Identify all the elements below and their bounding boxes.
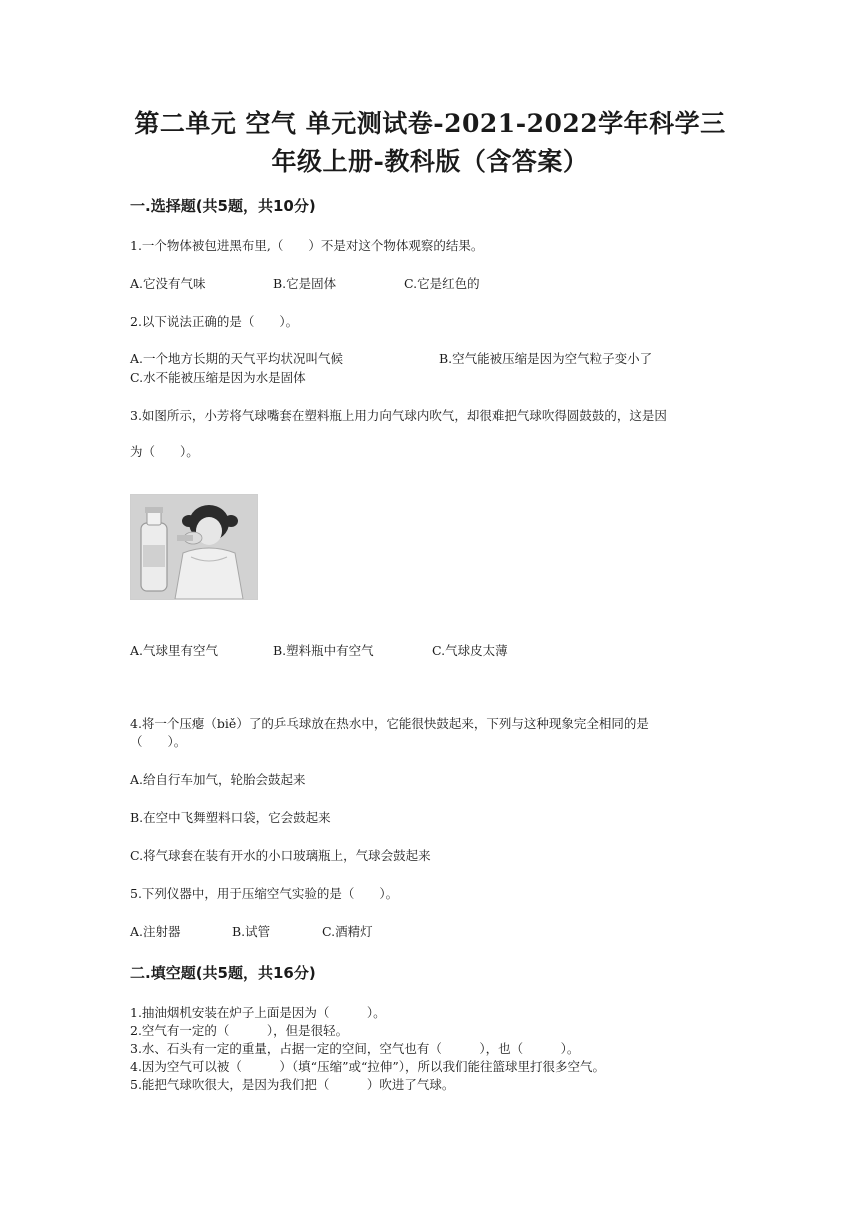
q4-option-a: A.给自行车加气，轮胎会鼓起来 [130,772,306,787]
q3-stem-line1: 3.如图所示，小芳将气球嘴套在塑料瓶上用力向气球内吹气，却很难把气球吹得圆鼓鼓的，这是因 [130,408,667,423]
q4-stem-line2: （ ）。 [130,734,187,749]
q2-option-c: C.水不能被压缩是因为水是固体 [130,370,306,385]
fill-q5: 5.能把气球吹很大，是因为我们把（ ）吹进了气球。 [130,1077,455,1092]
section-heading-fill-blank: 二.填空题(共5题，共16分) [130,964,316,982]
fill-q3: 3.水、石头有一定的重量，占据一定的空间，空气也有（ ），也（ ）。 [130,1041,580,1056]
page-title-line2: 年级上册-教科版（含答案） [271,147,589,176]
fill-q4: 4.因为空气可以被（ ）（填“压缩”或“拉伸”），所以我们能往篮球里打很多空气。 [130,1059,605,1074]
q1-stem: 1.一个物体被包进黑布里,（ ）不是对这个物体观察的结果。 [130,238,484,253]
q5-stem: 5.下列仪器中，用于压缩空气实验的是（ ）。 [130,886,399,901]
page-title-line1: 第二单元 空气 单元测试卷-2021-2022学年科学三 [134,109,726,138]
q1-option-c: C.它是红色的 [404,276,480,291]
q4-stem-line1: 4.将一个压瘪（biě）了的乒乓球放在热水中，它能很快鼓起来，下列与这种现象完全相同的是 [130,716,649,731]
fill-q1: 1.抽油烟机安装在炉子上面是因为（ ）。 [130,1005,386,1020]
q1-option-b: B.它是固体 [273,276,337,291]
q2-stem: 2.以下说法正确的是（ ）。 [130,314,299,329]
q3-option-c: C.气球皮太薄 [432,643,508,658]
q5-option-a: A.注射器 [130,924,181,939]
q5-option-b: B.试管 [232,924,271,939]
q2-option-a: A.一个地方长期的天气平均状况叫气候 [130,351,344,366]
q3-stem-line2: 为（ ）。 [130,444,199,459]
q1-option-a: A.它没有气味 [130,276,206,291]
q4-option-c: C.将气球套在装有开水的小口玻璃瓶上，气球会鼓起来 [130,848,431,863]
q2-option-b: B.空气能被压缩是因为空气粒子变小了 [439,351,653,366]
fill-q2: 2.空气有一定的（ ），但是很轻。 [130,1023,349,1038]
q5-option-c: C.酒精灯 [322,924,373,939]
section-heading-choice: 一.选择题(共5题，共10分) [130,197,316,215]
q3-option-a: A.气球里有空气 [130,643,219,658]
q4-option-b: B.在空中飞舞塑料口袋，它会鼓起来 [130,810,331,825]
question-photo-girl-balloon-bottle [130,494,258,600]
q3-option-b: B.塑料瓶中有空气 [273,643,374,658]
